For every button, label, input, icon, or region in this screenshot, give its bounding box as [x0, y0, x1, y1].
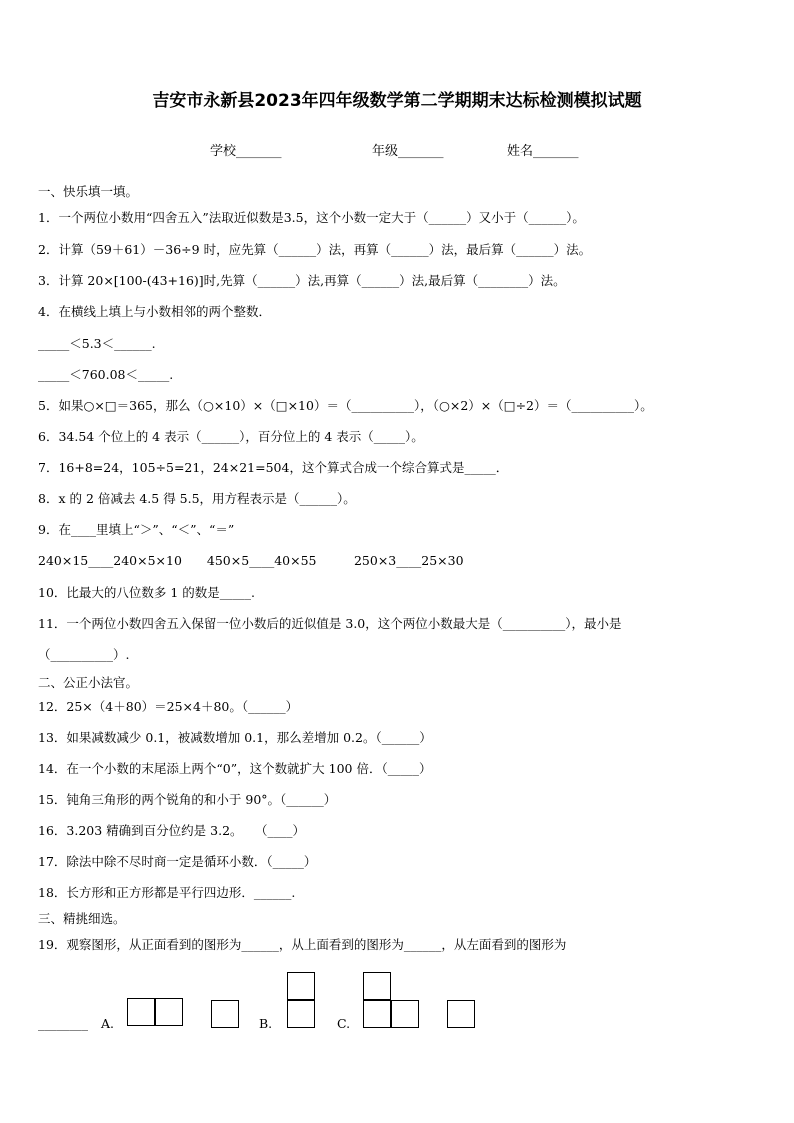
- line-q4b: _____＜760.08＜_____.: [38, 367, 174, 382]
- option-a-label: A.: [101, 1016, 115, 1031]
- line-q9a: 240×15____240×5×10 450×5____40×55 250×3____25×30: [38, 553, 464, 568]
- line-sec2: 二、公正小法官。: [38, 675, 139, 690]
- line-q19: 19．观察图形，从正面看到的图形为______，从上面看到的图形为______，从左面看到的图形为: [38, 937, 567, 952]
- line-sec3: 三、精挑细选。: [38, 911, 126, 926]
- figure-single-box-2: [447, 1000, 475, 1028]
- option-c-cell-3: [391, 1000, 419, 1028]
- option-c-cell-1: [363, 972, 391, 1000]
- line-q14: 14．在一个小数的末尾添上两个“0”，这个数就扩大 100 倍．（_____）: [38, 761, 432, 776]
- line-q7: 7．16+8=24，105÷5=21，24×21=504，这个算式合成一个综合算式是_____．: [38, 460, 509, 475]
- option-a-cell-1: [127, 998, 155, 1026]
- line-q15: 15．钝角三角形的两个锐角的和小于 90°。（______）: [38, 792, 337, 807]
- q19-answer-blank: ________: [38, 1016, 88, 1031]
- line-q3: 3．计算 20×[100-(43+16)]时,先算（______）法,再算（______）法,最后算（________）法。: [38, 273, 566, 288]
- figure-single-box-1: [211, 1000, 239, 1028]
- line-q4a: _____＜5.3＜______.: [38, 336, 156, 351]
- line-q12: 12．25×（4＋80）＝25×4＋80。（______）: [38, 699, 299, 714]
- option-b-label: B.: [259, 1016, 273, 1031]
- line-q11b: （__________）.: [38, 647, 130, 662]
- school-field: [210, 140, 282, 159]
- line-q2: 2．计算（59＋61）－36÷9 时，应先算（______）法，再算（______）法，最后算（______）法。: [38, 242, 592, 257]
- option-c-cell-2: [363, 1000, 391, 1028]
- line-q10: 10．比最大的八位数多 1 的数是_____.: [38, 585, 256, 600]
- line-q17: 17．除法中除不尽时商一定是循环小数．（_____）: [38, 854, 317, 869]
- line-q5: 5．如果○×□＝365，那么（○×10）×（□×10）＝（__________），（○×2）×（□÷2）＝（__________）。: [38, 398, 653, 413]
- line-q8: 8．x 的 2 倍减去 4.5 得 5.5，用方程表示是（______）。: [38, 491, 356, 506]
- option-b-cell-1: [287, 972, 315, 1000]
- option-c-label: C.: [337, 1016, 351, 1031]
- line-q16: 16．3.203 精确到百分位约是 3.2。 （____）: [38, 823, 306, 838]
- line-q11: 11．一个两位小数四舍五入保留一位小数后的近似值是 3.0，这个两位小数最大是（__________），最小是: [38, 616, 622, 631]
- page-title: 吉安市永新县2023年四年级数学第二学期期末达标检测模拟试题: [152, 91, 642, 111]
- line-q4: 4．在横线上填上与小数相邻的两个整数．: [38, 304, 271, 319]
- line-q18: 18．长方形和正方形都是平行四边形．______.: [38, 885, 296, 900]
- option-a-cell-2: [155, 998, 183, 1026]
- line-sec1: 一、快乐填一填。: [38, 184, 139, 199]
- grade-label: 年级_______: [372, 144, 444, 159]
- name-label: 姓名_______: [507, 144, 579, 159]
- option-b-cell-2: [287, 1000, 315, 1028]
- line-q13: 13．如果减数减少 0.1，被减数增加 0.1，那么差增加 0.2。（______）: [38, 730, 432, 745]
- name-field: [507, 140, 579, 159]
- line-q9: 9．在____里填上“＞”、“＜”、“＝”: [38, 522, 235, 537]
- line-q6: 6．34.54 个位上的 4 表示（______），百分位上的 4 表示（_____）。: [38, 429, 424, 444]
- q19-figures: [0, 960, 794, 1040]
- school-label: 学校_______: [210, 144, 282, 159]
- grade-field: [372, 140, 444, 159]
- line-q1: 1．一个两位小数用“四舍五入”法取近似数是3.5，这个小数一定大于（______）又小于（______）。: [38, 210, 585, 225]
